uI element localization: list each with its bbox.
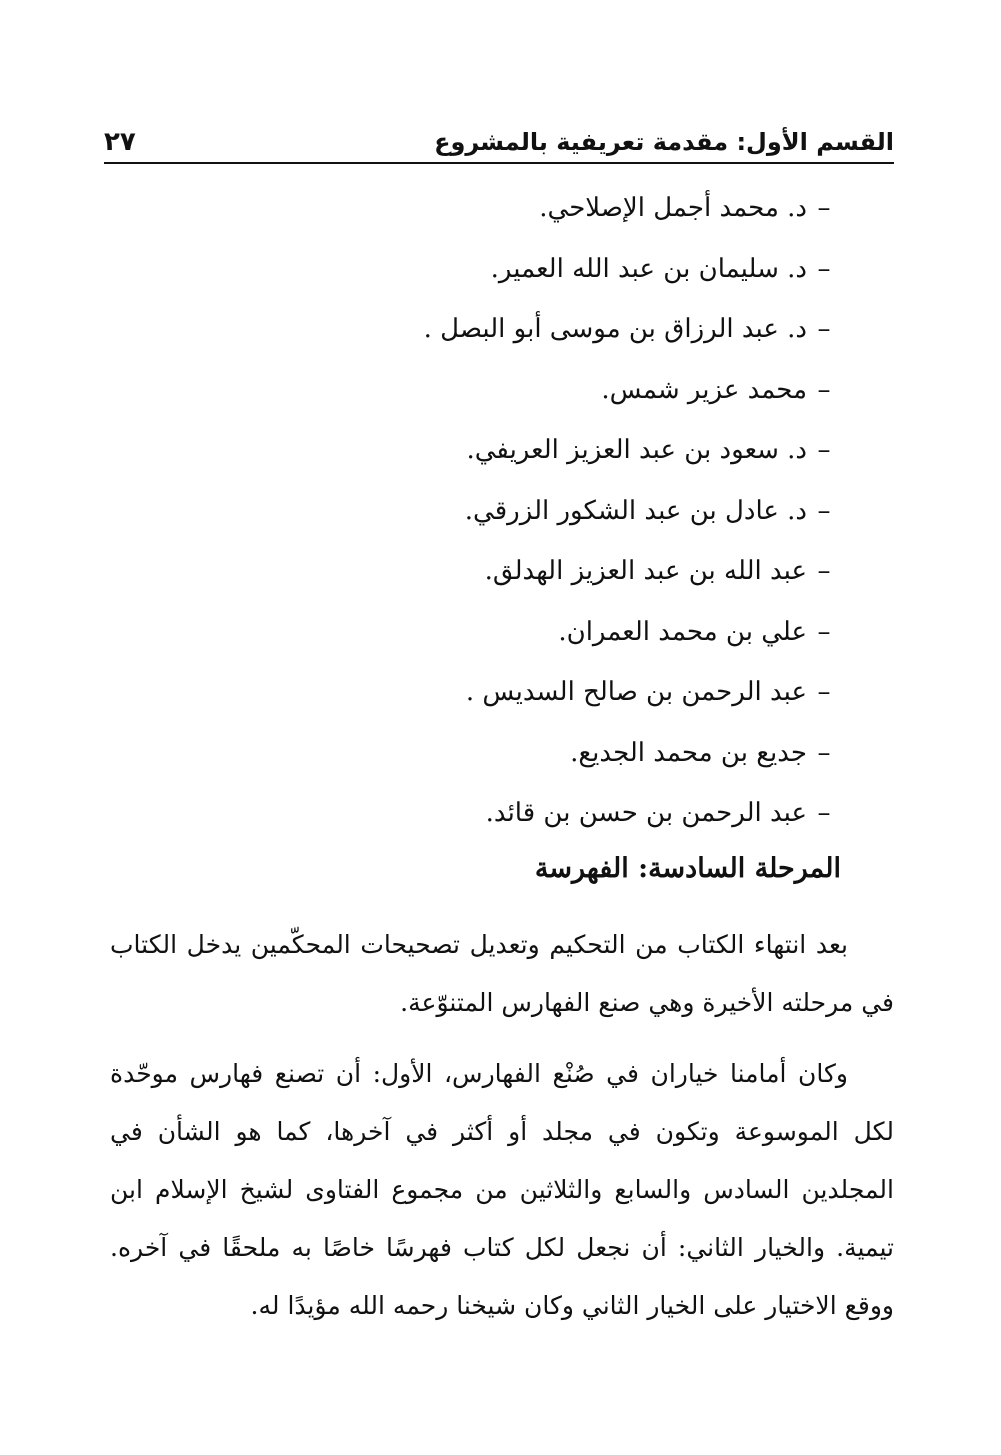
- list-dash: –: [817, 798, 831, 828]
- name-text: عبد الرحمن بن حسن بن قائد.: [485, 798, 807, 828]
- name-text: جديع بن محمد الجديع.: [570, 737, 807, 768]
- name-text: د. سعود بن عبد العزيز العريفي.: [466, 435, 807, 465]
- list-item: [281, 247, 841, 308]
- reviewer-name-list: [281, 186, 841, 852]
- name-text: علي بن محمد العمران.: [558, 616, 807, 647]
- page-number: ٢٧: [104, 127, 136, 157]
- list-item: [281, 791, 841, 852]
- body-paragraph: وكان أمامنا خياران في صُنْع الفهارس، الأول: أن تصنع فهارس موحّدة لكل الموسوعة وتكون في مجلد أو أكثر في آخرها، كما هو الشأن في المجلدين السادس والسابع والثلاثين من مجموع الفتاوى لشيخ الإسلام ابن تيمية. والخيار الثاني: أن نجعل لكل كتاب فهرسًا خاصًا به ملحقًا في آخره. ووقع الاختيار على الخيار الثاني وكان شيخنا رحمه الله مؤيدًا له.: [110, 1059, 894, 1320]
- name-text: د. عبد الرزاق بن موسى أبو البصل .: [423, 314, 807, 344]
- stage-heading: المرحلة السادسة: الفهرسة: [534, 853, 841, 884]
- list-dash: –: [817, 556, 831, 586]
- list-item: [281, 428, 841, 489]
- list-item: [281, 549, 841, 610]
- list-item: [281, 670, 841, 731]
- name-text: د. عادل بن عبد الشكور الزرقي.: [464, 495, 807, 526]
- name-text: عبد الله بن عبد العزيز الهدلق.: [484, 556, 807, 586]
- list-item: [281, 489, 841, 550]
- header-divider: [104, 162, 894, 164]
- list-dash: –: [817, 677, 831, 707]
- list-dash: –: [817, 737, 831, 768]
- list-dash: –: [817, 314, 831, 344]
- list-item: [281, 307, 841, 368]
- running-header: [104, 122, 894, 162]
- list-dash: –: [817, 253, 831, 284]
- name-text: محمد عزير شمس.: [601, 374, 807, 405]
- list-dash: –: [817, 495, 831, 526]
- list-item: [281, 731, 841, 792]
- list-item: [281, 368, 841, 429]
- list-dash: –: [817, 435, 831, 465]
- list-dash: –: [817, 616, 831, 647]
- name-text: عبد الرحمن بن صالح السديس .: [465, 677, 807, 707]
- body-paragraph: بعد انتهاء الكتاب من التحكيم وتعديل تصحيحات المحكّمين يدخل الكتاب في مرحلته الأخيرة وهي صنع الفهارس المتنوّعة.: [110, 930, 894, 1017]
- name-text: د. محمد أجمل الإصلاحي.: [539, 193, 807, 223]
- section-title: القسم الأول: مقدمة تعريفية بالمشروع: [434, 128, 894, 156]
- list-item: [281, 610, 841, 671]
- list-dash: –: [817, 374, 831, 405]
- list-dash: –: [817, 193, 831, 223]
- list-item: [281, 186, 841, 247]
- name-text: د. سليمان بن عبد الله العمير.: [490, 253, 807, 284]
